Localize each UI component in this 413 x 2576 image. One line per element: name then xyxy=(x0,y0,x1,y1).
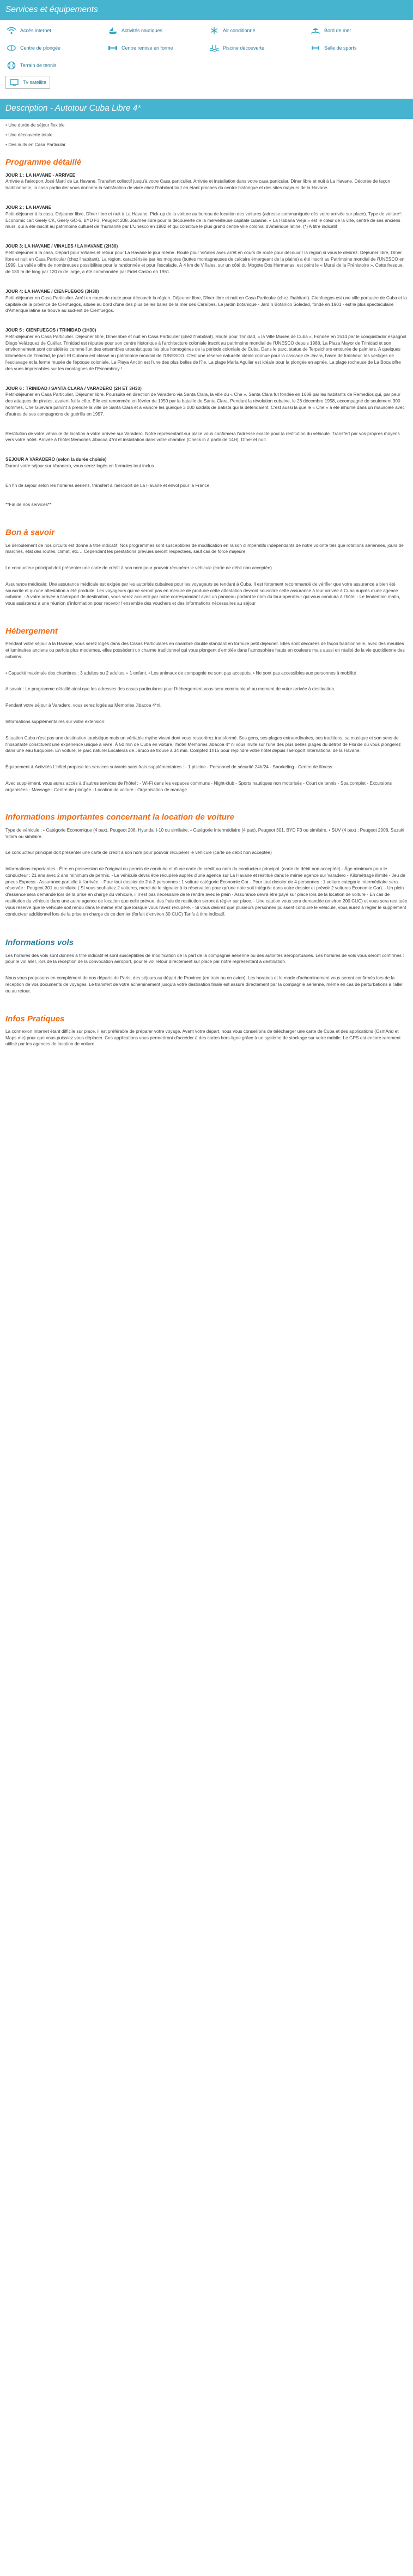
program-day xyxy=(5,456,408,470)
day-text: Durant votre séjour sur Varadero, vous serez logés en formules tout inclus . xyxy=(5,462,157,468)
good-to-know-title: Bon à savoir xyxy=(5,528,55,538)
car-rental-body xyxy=(5,827,408,928)
highlight-item: • Des nuits en Casa Particular xyxy=(5,142,408,148)
tv-icon xyxy=(8,77,20,87)
accommodation-title: Hébergement xyxy=(5,626,58,636)
program-day xyxy=(5,327,408,372)
beach-icon xyxy=(309,26,321,35)
service-label: Activités nautiques xyxy=(122,27,163,33)
day-text: **Fin de nos services** xyxy=(5,502,52,508)
flights-title: Informations vols xyxy=(5,938,74,948)
program-days xyxy=(5,172,408,519)
day-text: Restitution de votre véhicule de location à votre arrivée sur Varadero. Notre représentant sur place vous confirmera l'adresse exacte pour la restitution du véhicule. Transfert par vos propres moyens vers votre hôtel. Arrivée à l'hôtel Memories Jibacoa 4*nl et installation dans votre chambre (Check in à partir de 14H). Dîner et nuit. xyxy=(5,430,400,443)
service-item xyxy=(309,25,408,37)
day-text: Petit-déjeuner à la casa. Déjeuner libre, Dîner libre et nuit à La Havane. Pick-up de la voiture au bureau de location des voitures (adresse communiquée dès votre arrivée sur place). Type de voiture*: Economic car: Geely CK, Geely GC-6, BYD F3, Peugeot 208. Journée libre pour la découverte de la merveilleuse capitale cubaine. « La Habana Vieja » est le cœur de la ville, centré de ses anciens murs, qui a été inscrit au patrimoine culturel de l'humanité par L'Unesco en 1982 et qui constitue le plus grand centre ville colonial d'Amérique latine. (*) A titre indicatif xyxy=(5,210,403,230)
program-day xyxy=(5,386,408,418)
day-text: Petit-déjeuner en Casa Particulier. Arrêt en cours de route pour découvrir la région. Déjeuner libre, Dîner libre et nuit en Casa Particular (chez l'habitant). Cienfuegos est une ville portuaire de Cuba et la capitale de la province de Cienfuegos, située au bord d'une des plus belles baies de la mer des Caraïbes. Le jardin botanique - Jardín Botánico Soledad, fondé en 1901 - est le plus spectaculaire d'Amérique latine se trouve au sud-est de Cienfuegos. xyxy=(5,294,407,314)
day-title: JOUR 3: LA HAVANE / VINALES / LA HAVANE (2H30) xyxy=(5,243,118,249)
day-text: En fin de séjour selon les horaires aériens, transfert à l'aéroport de La Havane et envol pour la France. xyxy=(5,482,211,488)
tennis-icon xyxy=(5,61,17,70)
fitness-icon xyxy=(107,43,119,53)
diving-icon xyxy=(5,43,17,53)
day-text: Petit-déjeuner à la casa. Départ pour Viñales et retour pour La Havane le jour même. Route pour Viñales avec arrêt en cours de route pour découvrir la région si vous le désirez. Déjeuner libre, Dîner libre et nuit en Casa Particular (chez l'habitant). La région, caractérisée par les mogotes (buttes montagneuses de calcaire émergeant de la plaine) a été inscrit au Patrimoine mondial de l'UNESCO en 1999. La vallée offre de nombreuses possibilités pour la randonnée et pour l'escalade. À 4 km de Viñales, sur un côté du Mogote Dos Hermanas, est peint le « Mural de la Préhistoire ». Cette fresque, de 180 m de long par 120 m de large, a été commandée par Fidel Castro en 1961. xyxy=(5,249,405,275)
wifi-icon xyxy=(5,26,17,35)
paragraph: A savoir : Le programme détaillé ainsi que les adresses des casas particulares pour l'hébergement vous sera communiqué au moment de votre arrivée à destination. xyxy=(5,686,336,692)
program-day xyxy=(5,288,408,314)
day-title: JOUR 1 : LA HAVANE - ARRIVEE xyxy=(5,172,76,178)
paragraph: Le conducteur principal doit présenter une carte de crédit à son nom pour pouvoir récupérer le véhicule (carte de débit non acceptée) xyxy=(5,565,272,571)
program-day xyxy=(5,483,408,489)
highlight-item: • Une découverte totale xyxy=(5,132,408,139)
program-day xyxy=(5,243,408,275)
paragraph: Pendant votre séjour à la Havane, vous serez logés dans des Casas Particulares en chambre double standard en formule petit déjeuner. Elles sont décorées de façon traditionnelle, avec des meubles et luminaires anciens ou parfois plus modernes, elles possèdent un charme traditionnel qui vous plongent d'emblée dans l'atmosphère hauts en couleurs mais aussi en réalité de la vie quotidienne des cubains. xyxy=(5,641,405,659)
paragraph: La connexion Internet étant difficile sur place, il est préférable de préparer votre voyage. Avant votre départ, nous vous conseillons de télécharger une carte de Cuba et des applications (OsmAnd et Maps.me) pour que vous puissiez vous déplacer. Ces applications vous permettront d'accéder à des cartes hors-ligne grâce à un système de stockage sur votre mobile. Le GPS est encore rarement utilisé par les agences de location de voiture. xyxy=(5,1028,401,1047)
practical-title: Infos Pratiques xyxy=(5,1014,65,1024)
services-header: Services et équipements xyxy=(0,0,413,20)
paragraph: Situation Cuba n'est pas une destination touristique mais un véritable mythe vivant dont vous ressortirez transformé. Ses gens, ses plages extraordinaires, ses traditions, sa musique et son sens de l'hospitalité constituent une expérience unique à vivre. À 50 min de Cuba en voiture, l'hôtel Memories Jibacoa 4* nl vous invite sur l'une des plus belles plages du détroit de Floride où vous plongerez dans une eau turquoise. En voiture, le parc naturel Escaleras de Jaruco se trouve à 34 min. Comptez 1h15 pour rejoindre votre hôtel depuis l'aéroport International de la Havane. xyxy=(5,735,401,754)
day-text: Petit-déjeuner en Casa Particulier. Déjeuner libre. Poursuite en direction de Varadero via Santa Clara, la ville du « Che ». Santa Clara fut fondée en 1689 par les habitants de Remedios qui, par peur des attaques de pirates, avaient fui la côte. Elle est renommée en février de 1959 par la bataille de Santa Clara. Pendant la révolution cubaine, le 28 décembre 1958, accompagné de seulement 300 hommes, Che Guevara parvint à prendre la ville de Santa Clara et à vaincre les quelque 3 000 soldats de Batista qui la défendaient. C'est aussi là que le « Che » a été inhumé dans un mausolée avec d'autres de ses compagnons de guérilla en 1997. xyxy=(5,392,405,417)
service-label: Terrain de tennis xyxy=(20,62,57,68)
car-rental-title: Informations importantes concernant la location de voiture xyxy=(5,812,235,822)
paragraph: Équipement & Activités L'hôtel propose les services suivants sans frais supplémentaires : - 1 piscine - Personnel de sécurité 24h/24 - Snorkeling - Centre de fitness xyxy=(5,764,332,770)
accommodation-body xyxy=(5,641,408,803)
service-item xyxy=(208,42,306,54)
service-item xyxy=(309,42,408,54)
service-label: Air conditionné xyxy=(223,27,256,33)
service-item xyxy=(107,42,205,54)
service-label: Centre remise en forme xyxy=(122,45,173,51)
highlights-list xyxy=(5,122,408,148)
paragraph: Le déroulement de nos circuits est donné à titre indicatif. Nos programmes sont susceptibles de modification en raison d'impératifs indépendants de notre volonté tels que rotations aériennes, jours de marchés, état des routes, climat, etc… Cependant les prestations prévues seront respectées, sauf cas de force majeure. xyxy=(5,542,404,555)
day-title: JOUR 6 : TRINIDAD / SANTA CLARA / VARADERO (2H ET 3H30) xyxy=(5,385,142,391)
main-content xyxy=(0,122,413,1057)
service-label: Tv satellite xyxy=(23,79,47,85)
paragraph: Assurance médicale: Une assurance médicale est exigée par les autorités cubaines pour les voyageurs se rendant à Cuba. Il est fortement recommandé de vérifier que votre assurance a bien été souscrite et qu'une attestation a été produite. Les voyageurs qui ne seront pas en mesure de produire cette attestation devront souscrire cette assurance à leur arrivée à Cuba auprès d'une agence cubaine. - A votre arrivée à l'aéroport de destination, vous serez accueilli par notre correspondant avec un panneau portant le nom du tour-opérateur qui vous conduira à l'hôtel - Le lendemain matin, vous assisterez à une réunion d'information pour recevoir l'ensemble des vouchers et des informations nécessaires au séjour xyxy=(5,581,400,606)
service-label: Centre de plongée xyxy=(20,45,61,51)
program-title: Programme détaillé xyxy=(5,158,82,167)
services-section xyxy=(0,20,413,92)
gym-icon xyxy=(309,43,321,53)
services-grid xyxy=(5,25,408,71)
paragraph: • Capacité maximale des chambres : 3 adultes ou 2 adultes + 1 enfant. • Les animaux de compagnie ne sont pas acceptés. • Ne sont pas accessibles aux personnes à mobilité xyxy=(5,670,356,676)
program-day xyxy=(5,172,408,191)
day-title: SEJOUR A VARADERO (selon la durée choisie) xyxy=(5,456,107,462)
service-label: Accès internet xyxy=(20,27,52,33)
service-item xyxy=(5,59,104,71)
service-item xyxy=(107,25,205,37)
service-label: Bord de mer xyxy=(324,27,351,33)
good-to-know-body xyxy=(5,543,408,617)
practical-body xyxy=(5,1028,408,1057)
air-conditioning-icon xyxy=(208,26,220,35)
description-header: Description - Autotour Cuba Libre 4* xyxy=(0,99,413,119)
service-item xyxy=(5,76,50,89)
paragraph: Type de véhicule : • Catégorie Economique (4 pax), Peugeot 208, Hyundai I-10 ou similaire. • Catégorie Intermédiaire (4 pax), Peugeot 301, BYD F3 ou similaire. • SUV (4 pax) : Peugeot 2008, Suzuki Vitara ou similaire. xyxy=(5,827,404,839)
day-title: JOUR 5 : CIENFUEGOS / TRINIDAD (1H30) xyxy=(5,327,96,333)
program-day xyxy=(5,204,408,230)
service-item xyxy=(208,25,306,37)
program-day xyxy=(5,502,408,508)
service-label: Salle de sports xyxy=(324,45,357,51)
paragraph: Pendant votre séjour à Varadero, vous serez logés au Memories Jibacoa 4*nl. xyxy=(5,702,162,708)
paragraph: Informations supplémentaires sur votre extension: xyxy=(5,718,106,724)
day-title: JOUR 2 : LA HAVANE xyxy=(5,204,52,210)
day-text: Arrivée à l'aéroport José Martí de La Havane. Transfert collectif jusqu'à votre Casa particulier. Arrivée et installation dans votre casa particular. Dîner libre et nuit à La Havane. Décorée de façon traditionnelle, la casa particulier vous donnera la satisfaction de vivre chez l'habitant tout en étant proches du centre historique et des sites majeurs de la Havane. xyxy=(5,178,391,191)
service-item xyxy=(5,25,104,37)
paragraph: Avec supplément, vous aurez accès à d'autres services de l'hôtel : - Wi-Fi dans les espaces communs - Night-club - Sports nautiques non motorisés - Court de tennis - Spa complet - Excursions organisées - Massage - Centre de plongée - Location de voiture - Organisation de mariage xyxy=(5,780,392,792)
day-text: Petit-déjeuner en Casa Particulier. Déjeuner libre, Dîner libre et nuit en Casa Particulier (chez l'habitant). Route pour Trinidad, « la Ville Musée de Cuba », Fondée en 1514 par le conquistador espagnol Diego Velázquez de Cuéllar, Trinidad est réputée pour son centre historique à l'architecture coloniale inscrit au patrimoine mondial de l'UNESCO depuis 1988. La Plaza Mayor de Trinidad et son environnement sont considérés comme l'un des ensembles urbanistiques les plus homogènes de la période coloniale de Cuba. Dans le parc, statue de Terpsichore entourée de palmiers. A quelques kilomètres de Trinidad, le parc El Cubano est classé au patrimoine mondial de l'UNESCO. C'est une réserve naturelle idéale connue pour la cascade de Javira, havre de fraîcheur, les vestiges de l'esclavage et la ferme musée de l'époque coloniale. La Playa Ancón est l'une des plus belles de l'île. La plage María Aguilar est idéale pour la plongée en apnée. La plage rocheuse de La Boca offre des vues imprenables sur les montagnes de l'Escambray ! xyxy=(5,333,406,371)
boat-icon xyxy=(107,26,119,35)
paragraph: Nous vous proposons en complément de nos départs de Paris, des séjours au départ de Province (en train ou en avion). Les horaires et le mode d'acheminement vous seront confirmés lors de la réception de vos documents de voyages. Le transfert de votre acheminement jusqu'à votre destination finale est assuré directement par la compagnie aérienne, même en cas de perturbations à l'aller ou au retour. xyxy=(5,975,403,994)
service-item xyxy=(5,42,104,54)
day-title: JOUR 4: LA HAVANE / CIENFUEGOS (3H30) xyxy=(5,288,99,294)
pool-icon xyxy=(208,43,220,53)
highlight-item: • Une durée de séjour flexible xyxy=(5,122,408,129)
paragraph: Le conducteur principal doit présenter une carte de crédit à son nom pour pouvoir récupérer le véhicule (carte de débit non acceptée) xyxy=(5,850,272,856)
paragraph: Informations importantes - Être en possession de l'original du permis de conduire et d'une carte de crédit au nom du conducteur principal. (carte de débit non acceptée) - Âge minimum pour le conducteur : 21 ans avec 2 ans minimum de permis. - Le véhicule devra être récupéré auprès d'une agence sur La Havane et restitué dans le même agence sur Varadero - Kilométrage illimité - Jeu de pneus Express - Assurance partielle à l'arrivée. - Pour tout dossier de 2 à 3 personnes : 1 voiture catégorie Économie Car - Pour tout dossier de 4 personnes : 1 voiture catégorie Intermédiaire sera réservée : Peugeot 301 ou similaire ( Si vous souhaitez 2 voitures, merci de le signaler à la réservation pour qu'une note soit intégrée dans votre dossier et prévoir 2 voitures Économic Car). - Un plein d'essence sera demandé lors de la prise en charge du véhicule, il n'est pas nécessaire de le rendre avec le plein - Assurance devra être payé sur place lors de la location de voiture - En cas de restitution du véhicule dans une autre agence de location que celle prévue, des frais de restitution seront à régler sur place. - Une caution vous sera demandée (environ 200 CUC) et vous sera restituée vous réserve que le véhicule soit rendu dans le même état que lorsque vous l'avez récupéré. - Si vous désirez que plusieurs personnes puissent conduire le véhicule, vous aurez à régler le supplément conducteur additionnel lors de la prise en charge de ce dernier (forfait d'environ 30 CUC) Tarifs à titre indicatif. xyxy=(5,866,408,917)
program-day xyxy=(5,431,408,444)
paragraph: Les horaires des vols sont donnés à titre indicatif et sont susceptibles de modification de la part de la compagnie aérienne ou des autorités aéroportuaires. Les horaires de vols vous seront confirmés : pour le vol aller, lors de la réception de la convocation aéroport, pour le vol retour directement sur place par notre représentant à destination. xyxy=(5,952,404,965)
service-label: Piscine découverte xyxy=(223,45,265,51)
flights-body xyxy=(5,953,408,1004)
tv-row xyxy=(5,76,408,89)
